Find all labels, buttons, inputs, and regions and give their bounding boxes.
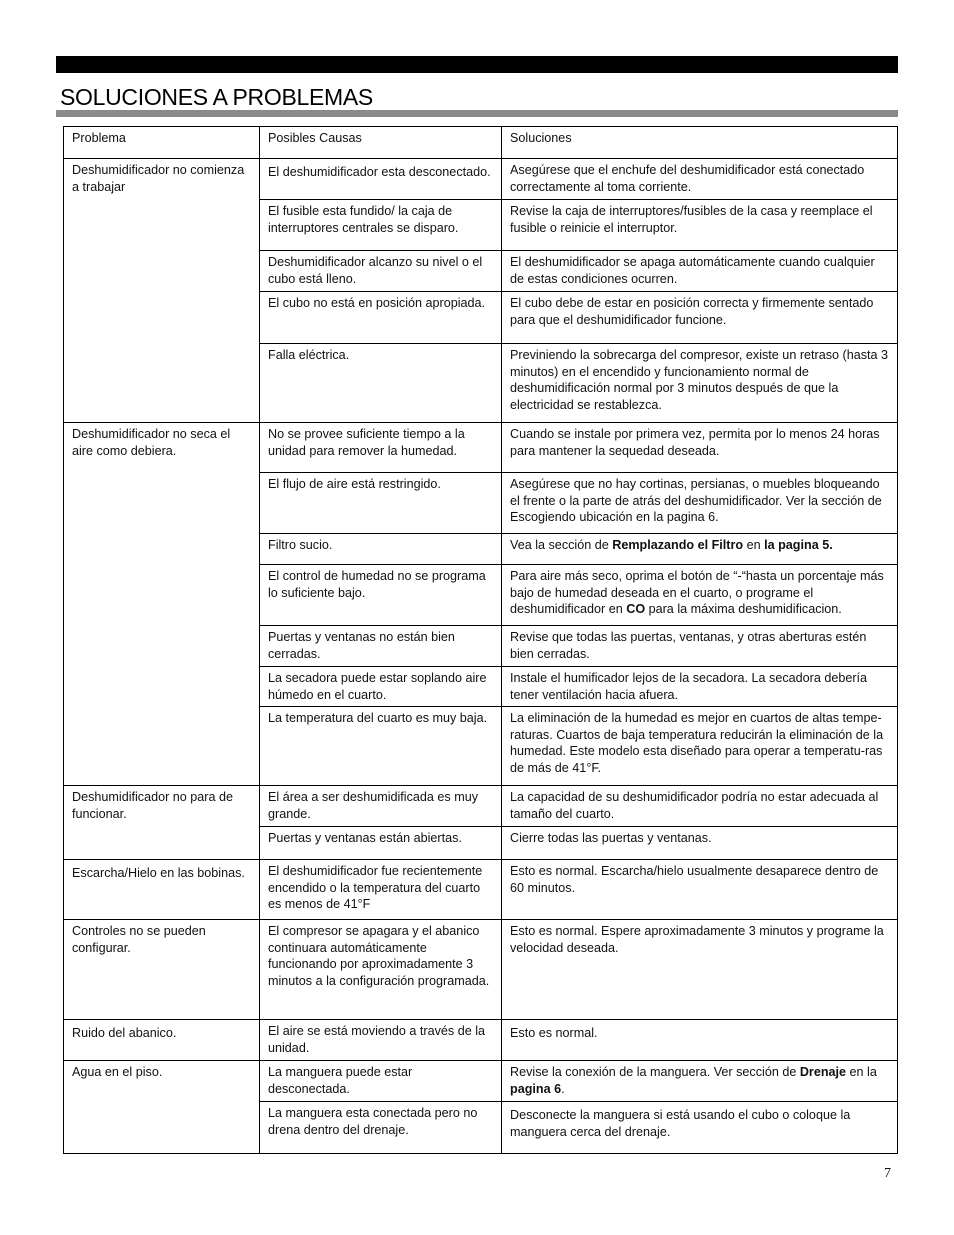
cause-cell: El control de humedad no se programa lo suficiente bajo. xyxy=(260,565,502,626)
table-row xyxy=(64,1061,898,1102)
table-row xyxy=(64,423,898,473)
solution-text: Revise la conexión de la manguera. Ver sección de xyxy=(510,1065,800,1079)
title-underline-rule xyxy=(56,110,898,117)
cause-cell: Puertas y ventanas no están bien cerradas. xyxy=(260,626,502,667)
solution-cell: Revise que todas las puertas, ventanas, y otras aberturas estén bien cerradas. xyxy=(502,626,898,667)
solution-cell: Asegúrese que el enchufe del deshumidificador está conectado correctamente al toma corriente. xyxy=(502,159,898,200)
cause-cell: La manguera puede estar desconectada. xyxy=(260,1061,502,1102)
cause-cell: Falla eléctrica. xyxy=(260,344,502,423)
solution-cell: El cubo debe de estar en posición correcta y firmemente sentado para que el deshumidificador funcione. xyxy=(502,292,898,344)
page-number: 7 xyxy=(884,1166,891,1181)
cause-cell: Filtro sucio. xyxy=(260,534,502,565)
cause-cell: El cubo no está en posición apropiada. xyxy=(260,292,502,344)
troubleshooting-table xyxy=(63,126,898,1154)
cause-cell: Deshumidificador alcanzo su nivel o el cubo está lleno. xyxy=(260,251,502,292)
cause-cell: Puertas y ventanas están abiertas. xyxy=(260,827,502,860)
solution-text: . xyxy=(561,1081,565,1096)
problem-cell: Deshumidificador no seca el aire como debiera. xyxy=(64,423,260,786)
solution-cell: La eliminación de la humedad es mejor en cuartos de altas tempe-raturas. Cuartos de baja temperatura reducirán la eliminación de la humedad. Este modelo esta diseñado para operar a temperatu-ras de más de 41°F. xyxy=(502,707,898,786)
top-black-bar xyxy=(56,56,898,73)
cause-cell: El deshumidificador esta desconectado. xyxy=(260,159,502,200)
solution-cell: Cierre todas las puertas y ventanas. xyxy=(502,827,898,860)
table-header-row xyxy=(64,127,898,159)
cause-cell: El compresor se apagara y el abanico continuara automáticamente funcionando por aproximadamente 3 minutos a la configuración programada. xyxy=(260,920,502,1020)
problem-cell: Controles no se pueden configurar. xyxy=(64,920,260,1020)
solution-cell: Asegúrese que no hay cortinas, persianas, o muebles bloqueando el frente o la parte de atrás del deshumidificador. Ver la sección de Escogiendo ubicación en la pagina 6. xyxy=(502,473,898,534)
cause-cell: El aire se está moviendo a través de la unidad. xyxy=(260,1020,502,1061)
solution-cell: Esto es normal. xyxy=(502,1020,898,1061)
solution-cell: Desconecte la manguera si está usando el cubo o coloque la manguera cerca del drenaje. xyxy=(502,1102,898,1154)
table-row xyxy=(64,1020,898,1061)
header-solutions: Soluciones xyxy=(502,127,898,159)
solution-cell: La capacidad de su deshumidificador podría no estar adecuada al tamaño del cuarto. xyxy=(502,786,898,827)
cause-cell: El flujo de aire está restringido. xyxy=(260,473,502,534)
solution-cell xyxy=(502,1061,898,1102)
solution-text: para la máxima deshumidificacion. xyxy=(645,602,842,616)
solution-cell: Cuando se instale por primera vez, permita por lo menos 24 horas para mantener la sequedad deseada. xyxy=(502,423,898,473)
solution-cell: Previniendo la sobrecarga del compresor, existe un retraso (hasta 3 minutos) en el encendido y funcionamiento normal de deshumidificación normal por 3 minutos después de que la electricidad se restablezca. xyxy=(502,344,898,423)
cause-cell: El fusible esta fundido/ la caja de interruptores centrales se disparo. xyxy=(260,200,502,251)
solution-text: Para aire más seco, oprima el botón de “-“hasta un porcentaje más bajo de humedad deseada en el cuarto, o programe el deshumidificador en xyxy=(510,569,884,616)
solution-cell: Esto es normal. Espere aproximadamente 3 minutos y programe la velocidad deseada. xyxy=(502,920,898,1020)
solution-cell: Instale el humificador lejos de la secadora. La secadora debería tener ventilación hacia afuera. xyxy=(502,667,898,707)
table-row xyxy=(64,920,898,1020)
page-reference: la pagina 5. xyxy=(764,538,833,552)
cause-cell: La temperatura del cuarto es muy baja. xyxy=(260,707,502,786)
cause-cell: El deshumidificador fue recientemente encendido o la temperatura del cuarto es menos de 41°F xyxy=(260,860,502,920)
solution-text: en la xyxy=(846,1065,877,1079)
solution-cell xyxy=(502,534,898,565)
page-reference: pagina 6 xyxy=(510,1081,562,1096)
problem-cell: Deshumidificador no comienza a trabajar xyxy=(64,159,260,423)
filter-section-link-text: Remplazando el Filtro xyxy=(612,538,744,552)
solution-text: en xyxy=(743,538,765,552)
solution-cell: Esto es normal. Escarcha/hielo usualmente desaparece dentro de 60 minutos. xyxy=(502,860,898,920)
cause-cell: No se provee suficiente tiempo a la unidad para remover la humedad. xyxy=(260,423,502,473)
drain-section-label: Drenaje xyxy=(799,1065,847,1079)
cause-cell: La secadora puede estar soplando aire húmedo en el cuarto. xyxy=(260,667,502,707)
problem-cell: Agua en el piso. xyxy=(64,1061,260,1154)
page-title: SOLUCIONES A PROBLEMAS xyxy=(60,84,373,110)
problem-cell: Escarcha/Hielo en las bobinas. xyxy=(64,860,260,920)
problem-cell: Ruido del abanico. xyxy=(64,1020,260,1061)
problem-cell: Deshumidificador no para de funcionar. xyxy=(64,786,260,860)
header-problem: Problema xyxy=(64,127,260,159)
cause-cell: La manguera esta conectada pero no drena dentro del drenaje. xyxy=(260,1102,502,1154)
solution-cell: Revise la caja de interruptores/fusibles de la casa y reemplace el fusible o reinicie el interruptor. xyxy=(502,200,898,251)
table-row xyxy=(64,860,898,920)
solution-text: Vea la sección de xyxy=(510,538,613,552)
solution-cell: El deshumidificador se apaga automáticamente cuando cualquier de estas condiciones ocurren. xyxy=(502,251,898,292)
cause-cell: El área a ser deshumidificada es muy grande. xyxy=(260,786,502,827)
co-setting-label: CO xyxy=(626,602,646,616)
solution-cell xyxy=(502,565,898,626)
table-row xyxy=(64,159,898,200)
table-row xyxy=(64,786,898,827)
header-causes: Posibles Causas xyxy=(260,127,502,159)
